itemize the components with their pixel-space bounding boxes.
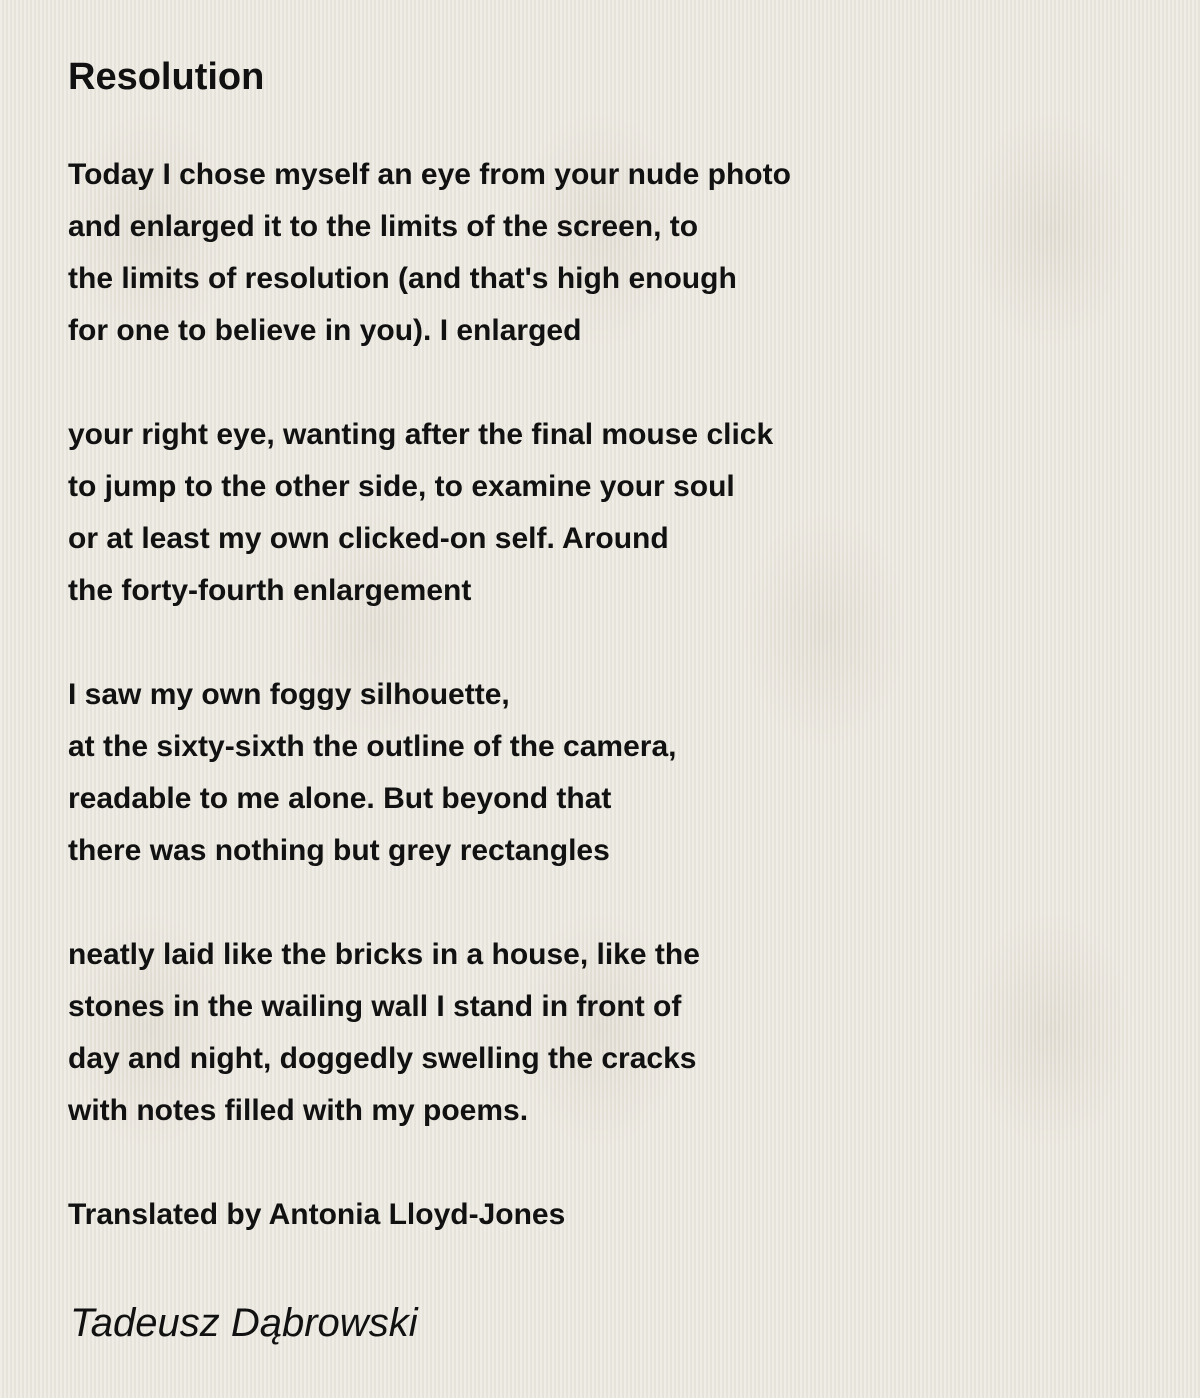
poem-line: with notes filled with my poems. <box>68 1094 529 1127</box>
poem-line: neatly laid like the bricks in a house, like the <box>68 938 700 971</box>
stanza-3 <box>68 669 791 877</box>
poem-line: your right eye, wanting after the final mouse click <box>68 418 774 451</box>
poem-line: for one to believe in you). I enlarged <box>68 314 582 347</box>
stanza-1 <box>68 149 791 357</box>
poem-line: stones in the wailing wall I stand in front of <box>68 990 682 1023</box>
poem-body <box>68 149 791 1189</box>
poem-line: there was nothing but grey rectangles <box>68 834 610 867</box>
stanza-4 <box>68 929 791 1137</box>
poem-line: and enlarged it to the limits of the screen, to <box>68 210 699 243</box>
poem-line: at the sixty-sixth the outline of the camera, <box>68 730 677 763</box>
poem-line: the forty-fourth enlargement <box>68 574 472 607</box>
poem-line: or at least my own clicked-on self. Around <box>68 522 669 555</box>
poem-title: Resolution <box>68 56 265 98</box>
poem-line: to jump to the other side, to examine your soul <box>68 470 735 503</box>
poem-line: day and night, doggedly swelling the cracks <box>68 1042 697 1075</box>
stanza-2 <box>68 409 791 617</box>
translator-credit: Translated by Antonia Lloyd-Jones <box>68 1198 566 1231</box>
poem-line: Today I chose myself an eye from your nude photo <box>68 158 791 191</box>
poem-line: the limits of resolution (and that's high enough <box>68 262 737 295</box>
poem-line: I saw my own foggy silhouette, <box>68 678 510 711</box>
poem-line: readable to me alone. But beyond that <box>68 782 612 815</box>
author-name: Tadeusz Dąbrowski <box>70 1301 418 1345</box>
